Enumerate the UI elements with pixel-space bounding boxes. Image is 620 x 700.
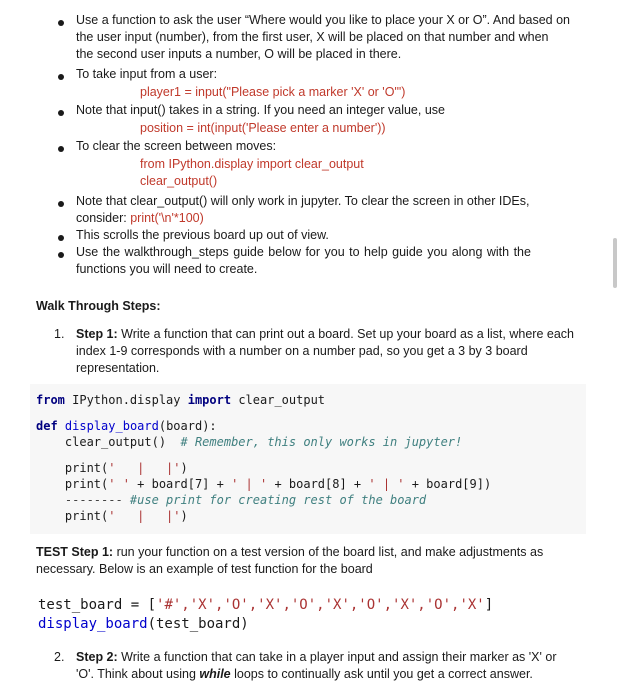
step-2-text-a: 'O'. Think about using [76, 667, 200, 681]
bullet-dot [58, 74, 64, 80]
code-dashes: -------- [36, 493, 123, 507]
code-module: IPython.display [64, 393, 188, 407]
step-2-emphasis: while [199, 667, 231, 681]
code-assign: test_board = [ [38, 597, 157, 613]
code-line-call [38, 615, 249, 634]
bullet-1-line-3: the second user inputs a number, O will be placed in there. [76, 47, 402, 61]
code-params: (board): [158, 419, 217, 433]
step-1-label: Step 1: [76, 327, 118, 341]
step-2-text-b: loops to continually ask until you get a correct answer. [230, 667, 533, 681]
test-step-label: TEST Step 1: [36, 545, 114, 559]
code-line-test-board [38, 596, 493, 615]
bullet-dot [58, 146, 64, 152]
bullet-2-code: player1 = input("Please pick a marker 'X' or 'O'") [140, 85, 406, 99]
code-string: ' | |' [108, 461, 181, 475]
bullet-dot [58, 20, 64, 26]
code-call: print( [36, 509, 109, 523]
code-line-print-1 [36, 460, 188, 476]
bullet-4-code-2: clear_output() [140, 174, 218, 188]
code-call: print( [36, 461, 109, 475]
code-function-name: display_board [38, 616, 148, 632]
bullet-3-code: position = int(input('Please enter a number')) [140, 121, 386, 135]
code-args: (test_board) [147, 616, 249, 632]
bullet-4-code-1: from IPython.display import clear_output [140, 157, 364, 171]
test-step-text: run your function on a test version of the board list, and make adjustments as [113, 545, 544, 559]
code-expr: + board[7] + [129, 477, 232, 491]
code-list-values: '#','X','O','X','O','X','O','X','O','X' [156, 597, 485, 613]
bullet-dot [58, 110, 64, 116]
code-paren: ) [180, 509, 188, 523]
bullet-5-line-1: Note that clear_output() will only work in jupyter. To clear the screen in other IDEs, [76, 194, 530, 208]
code-call: print( [36, 477, 109, 491]
code-bracket: ] [484, 597, 494, 613]
code-line-import [36, 392, 325, 408]
step-2-line-2 [76, 666, 533, 683]
code-string: ' | |' [108, 509, 181, 523]
step-1-line-2: index 1-9 corresponds with a number on a number pad, so you get a 3 by 3 board [76, 344, 528, 358]
scrollbar[interactable] [613, 238, 617, 288]
code-string: ' | ' [231, 477, 268, 491]
code-comment: # Remember, this only works in jupyter! [180, 435, 463, 449]
code-string: ' ' [108, 477, 130, 491]
bullet-5-line-2 [76, 210, 204, 227]
bullet-3-line-1: Note that input() takes in a string. If you need an integer value, use [76, 103, 445, 117]
step-1-line-3: representation. [76, 361, 160, 375]
bullet-dot [58, 235, 64, 241]
code-function-name: display_board [64, 419, 159, 433]
code-keyword: def [36, 419, 58, 433]
bullet-5-code: print('\n'*100) [130, 211, 204, 225]
code-expr: + board[9]) [404, 477, 492, 491]
bullet-1-line-1: Use a function to ask the user “Where would you like to place your X or O”. And based on [76, 13, 571, 27]
code-line-comment [36, 492, 426, 508]
code-line-def [36, 418, 217, 434]
step-1-number: 1. [54, 327, 65, 341]
code-line-clear [36, 434, 462, 450]
bullet-7-line-1: Use the walkthrough_steps guide below for you to help guide you along with the [76, 245, 531, 259]
code-string: ' | ' [368, 477, 405, 491]
bullet-5-prefix: consider: [76, 211, 131, 225]
code-keyword: from [36, 393, 65, 407]
bullet-2-line-1: To take input from a user: [76, 67, 218, 81]
code-name: clear_output [231, 393, 326, 407]
code-comment: #use print for creating rest of the board [122, 493, 427, 507]
code-expr: + board[8] + [267, 477, 369, 491]
walkthrough-heading: Walk Through Steps: [36, 299, 161, 313]
step-2-number: 2. [54, 650, 65, 664]
bullet-4-line-1: To clear the screen between moves: [76, 139, 277, 153]
code-line-print-2 [36, 476, 491, 492]
code-call: clear_output() [36, 435, 181, 449]
step-2-text: Write a function that can take in a player input and assign their marker as 'X' or [117, 650, 557, 664]
test-step-line-2: necessary. Below is an example of test function for the board [36, 562, 373, 576]
test-step-line-1 [36, 544, 543, 561]
bullet-1-line-2: the user input (number), from the first user, X will be placed on that number and when [76, 30, 549, 44]
bullet-dot [58, 252, 64, 258]
bullet-6-line-1: This scrolls the previous board up out of view. [76, 228, 329, 242]
step-2-line-1 [76, 649, 556, 666]
step-1-text: Write a function that can print out a board. Set up your board as a list, where each [117, 327, 574, 341]
code-paren: ) [180, 461, 188, 475]
code-keyword: import [187, 393, 232, 407]
step-2-label: Step 2: [76, 650, 118, 664]
bullet-dot [58, 201, 64, 207]
bullet-7-line-2: functions you will need to create. [76, 262, 258, 276]
code-line-print-3 [36, 508, 188, 524]
step-1-line-1 [76, 326, 574, 343]
